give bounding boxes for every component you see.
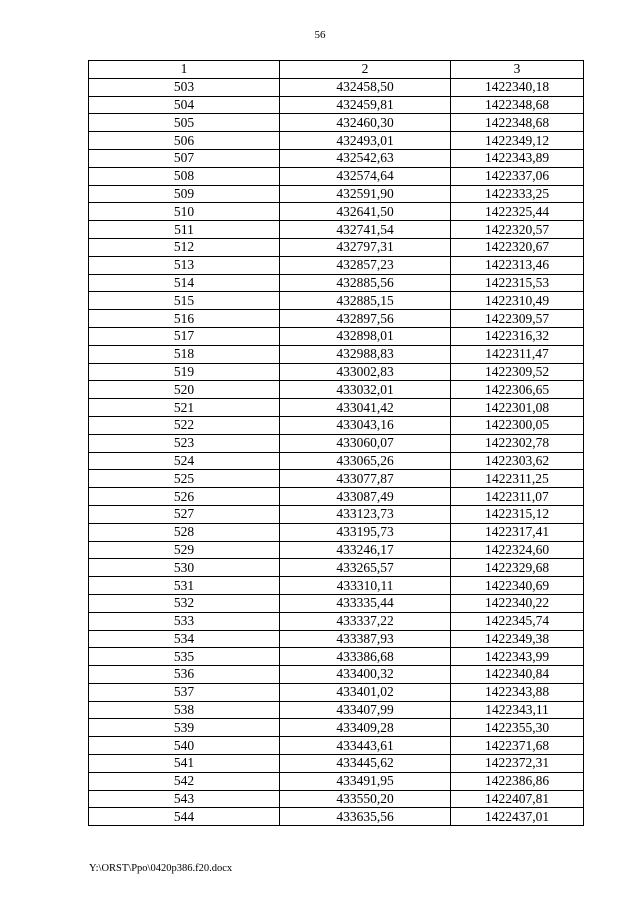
x-coordinate-cell: 433195,73 bbox=[280, 523, 451, 541]
point-number-cell: 510 bbox=[89, 203, 280, 221]
table-row bbox=[89, 470, 584, 488]
y-coordinate-cell: 1422337,06 bbox=[451, 167, 584, 185]
y-coordinate-cell: 1422349,38 bbox=[451, 630, 584, 648]
table-row bbox=[89, 630, 584, 648]
y-coordinate-cell: 1422343,88 bbox=[451, 683, 584, 701]
table-row bbox=[89, 345, 584, 363]
table-row bbox=[89, 683, 584, 701]
table-row bbox=[89, 701, 584, 719]
table-row bbox=[89, 648, 584, 666]
y-coordinate-cell: 1422325,44 bbox=[451, 203, 584, 221]
y-coordinate-cell: 1422407,81 bbox=[451, 790, 584, 808]
table-row bbox=[89, 310, 584, 328]
x-coordinate-cell: 432458,50 bbox=[280, 78, 451, 96]
x-coordinate-cell: 432988,83 bbox=[280, 345, 451, 363]
x-coordinate-cell: 433550,20 bbox=[280, 790, 451, 808]
x-coordinate-cell: 433386,68 bbox=[280, 648, 451, 666]
x-coordinate-cell: 433335,44 bbox=[280, 594, 451, 612]
point-number-cell: 523 bbox=[89, 434, 280, 452]
table-row bbox=[89, 790, 584, 808]
x-coordinate-cell: 433041,42 bbox=[280, 399, 451, 417]
point-number-cell: 542 bbox=[89, 772, 280, 790]
x-coordinate-cell: 432885,56 bbox=[280, 274, 451, 292]
table-row bbox=[89, 256, 584, 274]
y-coordinate-cell: 1422302,78 bbox=[451, 434, 584, 452]
x-coordinate-cell: 432885,15 bbox=[280, 292, 451, 310]
table-row bbox=[89, 452, 584, 470]
table-row bbox=[89, 541, 584, 559]
point-number-cell: 524 bbox=[89, 452, 280, 470]
table-row bbox=[89, 292, 584, 310]
x-coordinate-cell: 433310,11 bbox=[280, 577, 451, 595]
table-row bbox=[89, 772, 584, 790]
table-row bbox=[89, 488, 584, 506]
x-coordinate-cell: 433032,01 bbox=[280, 381, 451, 399]
y-coordinate-cell: 1422340,69 bbox=[451, 577, 584, 595]
coordinates-table bbox=[88, 60, 584, 826]
point-number-cell: 513 bbox=[89, 256, 280, 274]
point-number-cell: 532 bbox=[89, 594, 280, 612]
y-coordinate-cell: 1422371,68 bbox=[451, 737, 584, 755]
y-coordinate-cell: 1422311,47 bbox=[451, 345, 584, 363]
table-row bbox=[89, 719, 584, 737]
y-coordinate-cell: 1422437,01 bbox=[451, 808, 584, 826]
table-row bbox=[89, 577, 584, 595]
point-number-cell: 533 bbox=[89, 612, 280, 630]
point-number-cell: 509 bbox=[89, 185, 280, 203]
x-coordinate-cell: 433337,22 bbox=[280, 612, 451, 630]
x-coordinate-cell: 432898,01 bbox=[280, 327, 451, 345]
point-number-cell: 506 bbox=[89, 132, 280, 150]
y-coordinate-cell: 1422309,57 bbox=[451, 310, 584, 328]
y-coordinate-cell: 1422311,25 bbox=[451, 470, 584, 488]
point-number-cell: 538 bbox=[89, 701, 280, 719]
point-number-cell: 520 bbox=[89, 381, 280, 399]
table-row bbox=[89, 737, 584, 755]
x-coordinate-cell: 432460,30 bbox=[280, 114, 451, 132]
table-body bbox=[89, 78, 584, 825]
x-coordinate-cell: 433443,61 bbox=[280, 737, 451, 755]
point-number-cell: 507 bbox=[89, 149, 280, 167]
point-number-cell: 519 bbox=[89, 363, 280, 381]
column-header-2: 2 bbox=[280, 61, 451, 79]
y-coordinate-cell: 1422320,67 bbox=[451, 238, 584, 256]
point-number-cell: 518 bbox=[89, 345, 280, 363]
x-coordinate-cell: 432459,81 bbox=[280, 96, 451, 114]
y-coordinate-cell: 1422300,05 bbox=[451, 416, 584, 434]
table-row bbox=[89, 96, 584, 114]
y-coordinate-cell: 1422313,46 bbox=[451, 256, 584, 274]
point-number-cell: 530 bbox=[89, 559, 280, 577]
y-coordinate-cell: 1422320,57 bbox=[451, 221, 584, 239]
table-row bbox=[89, 666, 584, 684]
table-row bbox=[89, 594, 584, 612]
y-coordinate-cell: 1422345,74 bbox=[451, 612, 584, 630]
x-coordinate-cell: 433409,28 bbox=[280, 719, 451, 737]
x-coordinate-cell: 433065,26 bbox=[280, 452, 451, 470]
x-coordinate-cell: 432591,90 bbox=[280, 185, 451, 203]
x-coordinate-cell: 433043,16 bbox=[280, 416, 451, 434]
x-coordinate-cell: 433401,02 bbox=[280, 683, 451, 701]
table-row bbox=[89, 755, 584, 773]
y-coordinate-cell: 1422315,12 bbox=[451, 505, 584, 523]
table-header-row bbox=[89, 61, 584, 79]
point-number-cell: 525 bbox=[89, 470, 280, 488]
table-row bbox=[89, 149, 584, 167]
footer-file-path: Y:\ORST\Ppo\0420p386.f20.docx bbox=[89, 863, 233, 874]
point-number-cell: 526 bbox=[89, 488, 280, 506]
column-header-1: 1 bbox=[89, 61, 280, 79]
table-row bbox=[89, 381, 584, 399]
point-number-cell: 539 bbox=[89, 719, 280, 737]
y-coordinate-cell: 1422372,31 bbox=[451, 755, 584, 773]
y-coordinate-cell: 1422329,68 bbox=[451, 559, 584, 577]
x-coordinate-cell: 433445,62 bbox=[280, 755, 451, 773]
y-coordinate-cell: 1422309,52 bbox=[451, 363, 584, 381]
y-coordinate-cell: 1422306,65 bbox=[451, 381, 584, 399]
point-number-cell: 508 bbox=[89, 167, 280, 185]
y-coordinate-cell: 1422348,68 bbox=[451, 114, 584, 132]
point-number-cell: 505 bbox=[89, 114, 280, 132]
table-row bbox=[89, 238, 584, 256]
x-coordinate-cell: 433246,17 bbox=[280, 541, 451, 559]
x-coordinate-cell: 433077,87 bbox=[280, 470, 451, 488]
table-row bbox=[89, 523, 584, 541]
point-number-cell: 504 bbox=[89, 96, 280, 114]
point-number-cell: 544 bbox=[89, 808, 280, 826]
table-row bbox=[89, 808, 584, 826]
x-coordinate-cell: 433265,57 bbox=[280, 559, 451, 577]
y-coordinate-cell: 1422348,68 bbox=[451, 96, 584, 114]
table-row bbox=[89, 167, 584, 185]
x-coordinate-cell: 432741,54 bbox=[280, 221, 451, 239]
table-row bbox=[89, 505, 584, 523]
point-number-cell: 536 bbox=[89, 666, 280, 684]
point-number-cell: 511 bbox=[89, 221, 280, 239]
point-number-cell: 521 bbox=[89, 399, 280, 417]
table-row bbox=[89, 434, 584, 452]
y-coordinate-cell: 1422340,22 bbox=[451, 594, 584, 612]
point-number-cell: 528 bbox=[89, 523, 280, 541]
x-coordinate-cell: 433060,07 bbox=[280, 434, 451, 452]
point-number-cell: 537 bbox=[89, 683, 280, 701]
x-coordinate-cell: 433407,99 bbox=[280, 701, 451, 719]
point-number-cell: 529 bbox=[89, 541, 280, 559]
y-coordinate-cell: 1422343,11 bbox=[451, 701, 584, 719]
point-number-cell: 527 bbox=[89, 505, 280, 523]
point-number-cell: 516 bbox=[89, 310, 280, 328]
point-number-cell: 534 bbox=[89, 630, 280, 648]
point-number-cell: 512 bbox=[89, 238, 280, 256]
point-number-cell: 541 bbox=[89, 755, 280, 773]
y-coordinate-cell: 1422355,30 bbox=[451, 719, 584, 737]
table-row bbox=[89, 78, 584, 96]
x-coordinate-cell: 432857,23 bbox=[280, 256, 451, 274]
table-row bbox=[89, 399, 584, 417]
y-coordinate-cell: 1422324,60 bbox=[451, 541, 584, 559]
table-row bbox=[89, 221, 584, 239]
y-coordinate-cell: 1422340,84 bbox=[451, 666, 584, 684]
page-number: 56 bbox=[314, 29, 326, 41]
y-coordinate-cell: 1422340,18 bbox=[451, 78, 584, 96]
y-coordinate-cell: 1422333,25 bbox=[451, 185, 584, 203]
x-coordinate-cell: 432542,63 bbox=[280, 149, 451, 167]
x-coordinate-cell: 432641,50 bbox=[280, 203, 451, 221]
x-coordinate-cell: 433400,32 bbox=[280, 666, 451, 684]
x-coordinate-cell: 433635,56 bbox=[280, 808, 451, 826]
x-coordinate-cell: 432574,64 bbox=[280, 167, 451, 185]
x-coordinate-cell: 432493,01 bbox=[280, 132, 451, 150]
point-number-cell: 515 bbox=[89, 292, 280, 310]
x-coordinate-cell: 433087,49 bbox=[280, 488, 451, 506]
table-row bbox=[89, 327, 584, 345]
table-row bbox=[89, 132, 584, 150]
y-coordinate-cell: 1422315,53 bbox=[451, 274, 584, 292]
point-number-cell: 535 bbox=[89, 648, 280, 666]
y-coordinate-cell: 1422310,49 bbox=[451, 292, 584, 310]
point-number-cell: 503 bbox=[89, 78, 280, 96]
point-number-cell: 517 bbox=[89, 327, 280, 345]
point-number-cell: 543 bbox=[89, 790, 280, 808]
y-coordinate-cell: 1422311,07 bbox=[451, 488, 584, 506]
point-number-cell: 531 bbox=[89, 577, 280, 595]
x-coordinate-cell: 432797,31 bbox=[280, 238, 451, 256]
y-coordinate-cell: 1422303,62 bbox=[451, 452, 584, 470]
x-coordinate-cell: 433491,95 bbox=[280, 772, 451, 790]
x-coordinate-cell: 433123,73 bbox=[280, 505, 451, 523]
x-coordinate-cell: 432897,56 bbox=[280, 310, 451, 328]
point-number-cell: 522 bbox=[89, 416, 280, 434]
table-row bbox=[89, 363, 584, 381]
table-row bbox=[89, 612, 584, 630]
table-row bbox=[89, 114, 584, 132]
y-coordinate-cell: 1422386,86 bbox=[451, 772, 584, 790]
point-number-cell: 540 bbox=[89, 737, 280, 755]
table-row bbox=[89, 203, 584, 221]
y-coordinate-cell: 1422349,12 bbox=[451, 132, 584, 150]
point-number-cell: 514 bbox=[89, 274, 280, 292]
table-row bbox=[89, 416, 584, 434]
column-header-3: 3 bbox=[451, 61, 584, 79]
y-coordinate-cell: 1422343,99 bbox=[451, 648, 584, 666]
table-row bbox=[89, 185, 584, 203]
y-coordinate-cell: 1422343,89 bbox=[451, 149, 584, 167]
y-coordinate-cell: 1422301,08 bbox=[451, 399, 584, 417]
y-coordinate-cell: 1422316,32 bbox=[451, 327, 584, 345]
y-coordinate-cell: 1422317,41 bbox=[451, 523, 584, 541]
x-coordinate-cell: 433002,83 bbox=[280, 363, 451, 381]
table-row bbox=[89, 274, 584, 292]
table-row bbox=[89, 559, 584, 577]
x-coordinate-cell: 433387,93 bbox=[280, 630, 451, 648]
